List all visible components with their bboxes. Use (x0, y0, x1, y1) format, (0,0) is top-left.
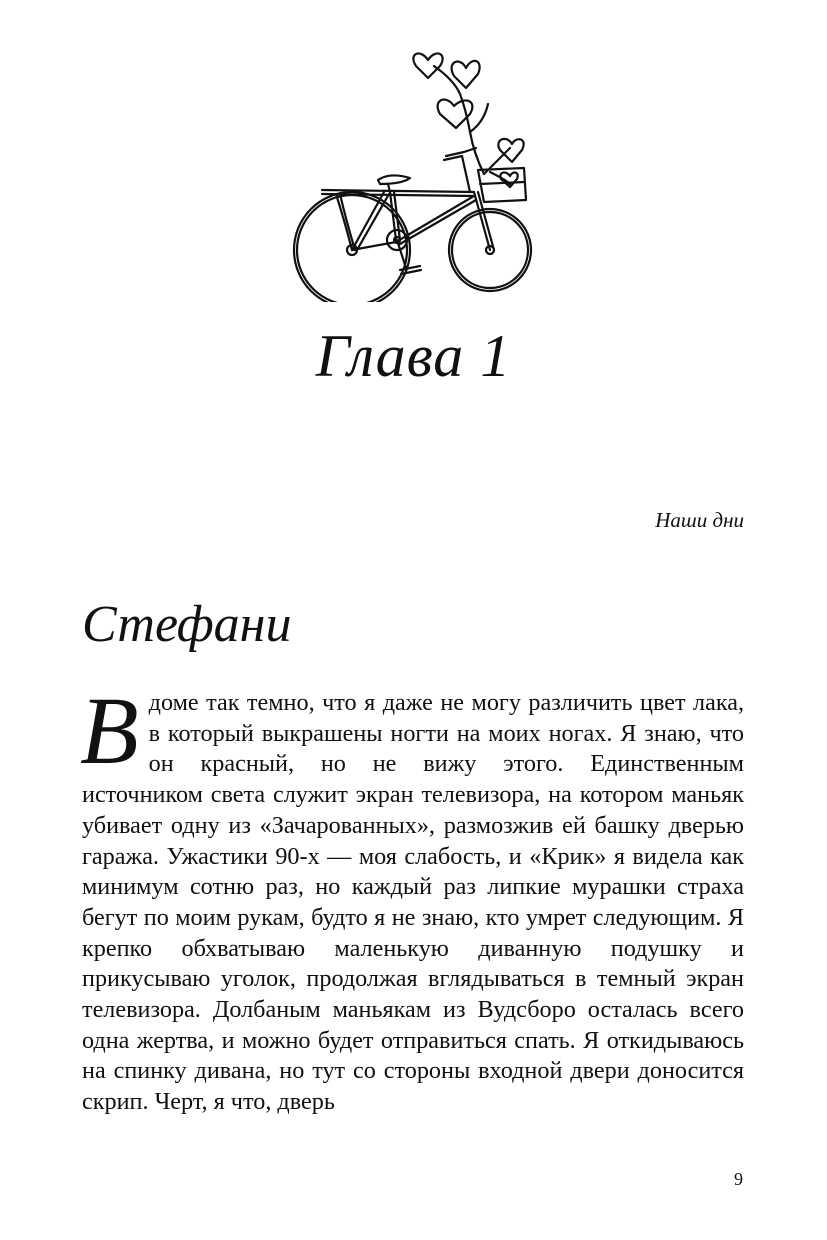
bicycle-with-hearts-illustration (284, 44, 544, 302)
epigraph: Наши дни (655, 508, 744, 532)
chapter-title: Глава 1 (315, 323, 512, 389)
heart-vines (434, 66, 510, 184)
dropcap-letter: В (80, 677, 139, 784)
heart-icon (413, 53, 442, 78)
character-name-heading: Стефани (82, 596, 292, 653)
page-number: 9 (734, 1169, 743, 1189)
heart-icon (498, 139, 523, 162)
heart-icon (500, 172, 517, 187)
body-text: доме так темно, что я даже не могу различить цвет лака, в который выкрашены ногти на моих ногах. Я знаю, что он красный, но не вижу этого. Единственным источником света служит экран телевизора, на котором маньяк убивает одну из «Зачарованных», размозжив ей башку дверью гаража. Ужастики 90-х — моя слабость, и «Крик» я видела как минимум сотню раз, но каждый раз липкие мурашки страха бегут по моим рукам, будто я не знаю, кто умрет следующим. Я крепко обхватываю маленькую диванную подушку и прикусываю уголок, продолжая вглядываться в темный экран телевизора. Долбаным маньякам из Вудсборо осталась всего одна жертва, и можно будет отправиться спать. Я откидываюсь на спинку дивана, но тут со стороны входной двери доносится скрип. Черт, я что, дверь (82, 689, 744, 1116)
body-paragraph (80, 677, 744, 1118)
heart-icon (452, 61, 480, 88)
bicycle-seat (378, 175, 410, 192)
handlebar (444, 148, 476, 192)
